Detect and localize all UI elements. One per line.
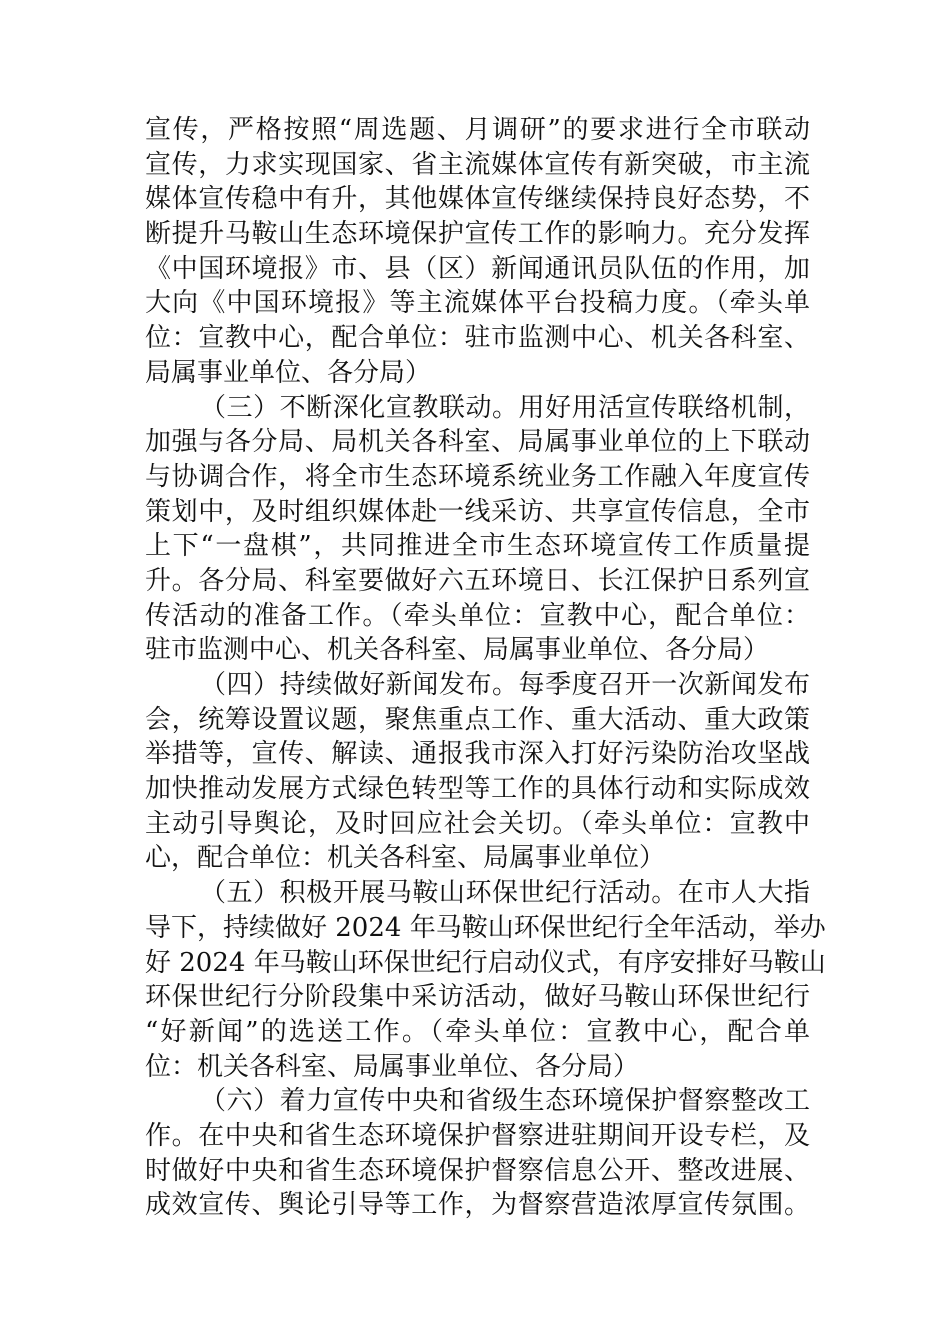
text-line: 导下，持续做好 2024 年马鞍山环保世纪行全年活动，举办 bbox=[145, 912, 826, 943]
text-line: 主动引导舆论，及时回应社会关切。（牵头单位：宣教中 bbox=[145, 808, 810, 839]
text-line: “好新闻”的选送工作。（牵头单位：宣教中心，配合单 bbox=[145, 1016, 810, 1047]
text-line: 会，统筹设置议题，聚焦重点工作、重大活动、重大政策 bbox=[145, 704, 810, 735]
text-line: 与协调合作，将全市生态环境系统业务工作融入年度宣传 bbox=[145, 461, 810, 492]
text-line: 宣传，力求实现国家、省主流媒体宣传有新突破，市主流 bbox=[145, 149, 810, 180]
text-line: 加快推动发展方式绿色转型等工作的具体行动和实际成效 bbox=[145, 774, 810, 805]
section-heading-line: （三）不断深化宣教联动。用好用活宣传联络机制， bbox=[200, 392, 810, 423]
text-line: 位：宣教中心，配合单位：驻市监测中心、机关各科室、 bbox=[145, 323, 810, 354]
text-line: 好 2024 年马鞍山环保世纪行启动仪式，有序安排好马鞍山 bbox=[145, 947, 826, 978]
text-line: 升。各分局、科室要做好六五环境日、长江保护日系列宣 bbox=[145, 565, 810, 596]
text-line: 作。在中央和省生态环境保护督察进驻期间开设专栏，及 bbox=[145, 1120, 810, 1151]
text-line: 成效宣传、舆论引导等工作，为督察营造浓厚宣传氛围。 bbox=[145, 1190, 810, 1221]
paragraph-section-six bbox=[145, 1084, 810, 1223]
text-line: 心，配合单位：机关各科室、局属事业单位） bbox=[145, 843, 666, 874]
section-heading-line: （四）持续做好新闻发布。每季度召开一次新闻发布 bbox=[200, 670, 810, 700]
paragraph-continuation bbox=[145, 113, 810, 391]
text-line: 传活动的准备工作。（牵头单位：宣教中心，配合单位： bbox=[145, 600, 810, 631]
text-line: 断提升马鞍山生态环境保护宣传工作的影响力。充分发挥 bbox=[145, 219, 810, 250]
text-line: 宣传，严格按照“周选题、月调研”的要求进行全市联动 bbox=[145, 115, 810, 145]
text-line: 加强与各分局、局机关各科室、局属事业单位的上下联动 bbox=[145, 427, 810, 458]
text-line: 媒体宣传稳中有升，其他媒体宣传继续保持良好态势，不 bbox=[145, 184, 810, 215]
section-heading-line: （六）着力宣传中央和省级生态环境保护督察整改工 bbox=[200, 1086, 810, 1117]
text-line: 举措等，宣传、解读、通报我市深入打好污染防治攻坚战 bbox=[145, 739, 810, 770]
text-line: 策划中，及时组织媒体赴一线采访、共享宣传信息，全市 bbox=[145, 496, 810, 527]
section-heading-line: （五）积极开展马鞍山环保世纪行活动。在市人大指 bbox=[200, 878, 810, 909]
document-body bbox=[145, 113, 826, 1223]
text-line: 局属事业单位、各分局） bbox=[145, 357, 432, 388]
paragraph-section-four bbox=[145, 668, 810, 876]
paragraph-section-five bbox=[145, 876, 826, 1084]
paragraph-section-three bbox=[145, 391, 810, 669]
text-line: 环保世纪行分阶段集中采访活动，做好马鞍山环保世纪行 bbox=[145, 982, 810, 1013]
text-line: 上下“一盘棋”，共同推进全市生态环境宣传工作质量提 bbox=[145, 531, 810, 562]
text-line: 驻市监测中心、机关各科室、局属事业单位、各分局） bbox=[145, 635, 770, 666]
text-line: 时做好中央和省生态环境保护督察信息公开、整改进展、 bbox=[145, 1155, 810, 1186]
text-line: 位：机关各科室、局属事业单位、各分局） bbox=[145, 1051, 640, 1082]
text-line: 大向《中国环境报》等主流媒体平台投稿力度。（牵头单 bbox=[145, 288, 810, 319]
text-line: 《中国环境报》市、县（区）新闻通讯员队伍的作用，加 bbox=[145, 253, 810, 284]
